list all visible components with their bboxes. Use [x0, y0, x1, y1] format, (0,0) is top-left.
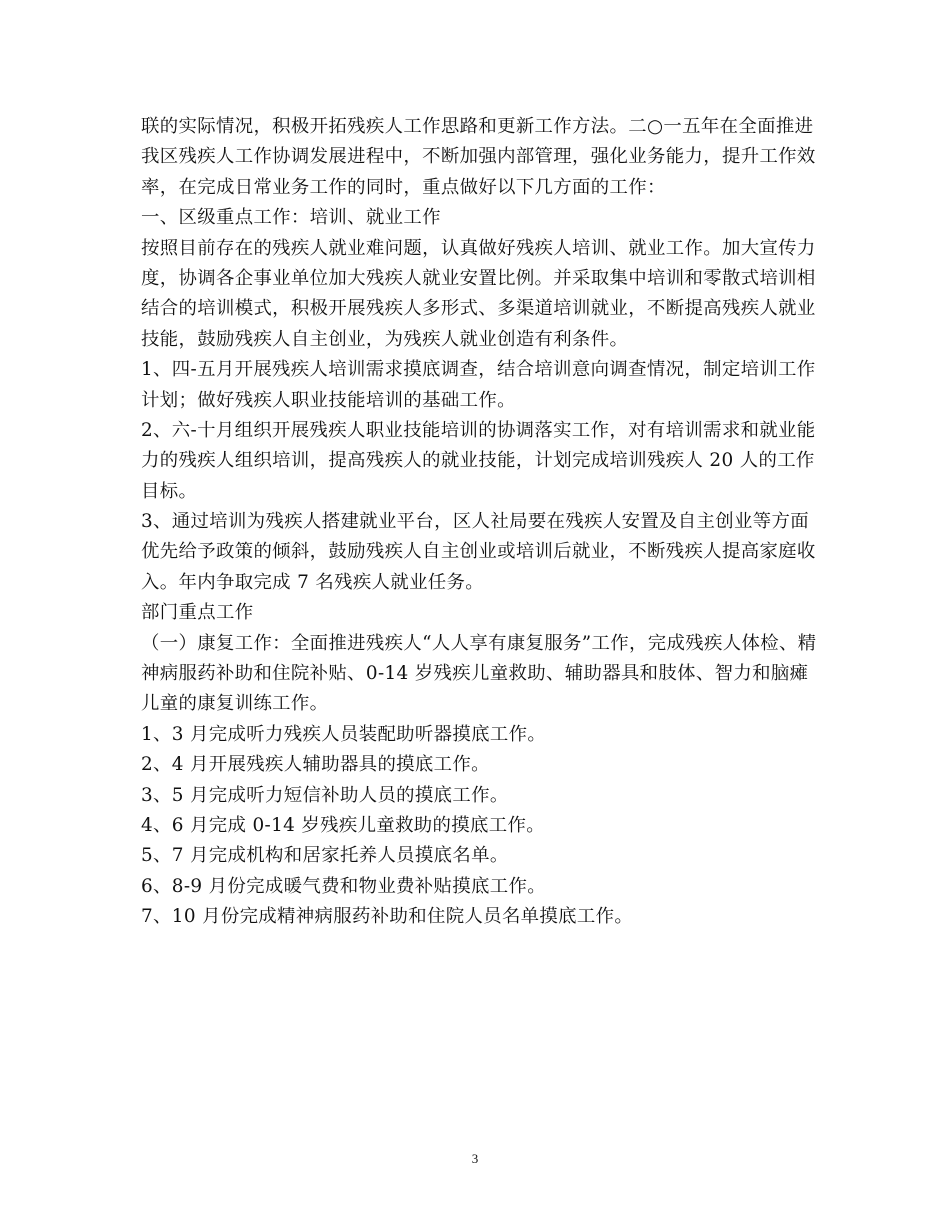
text-line: 率，在完成日常业务工作的同时，重点做好以下几方面的工作： [141, 176, 666, 198]
section-heading: 部门重点工作 [141, 602, 254, 624]
text-line: 我区残疾人工作协调发展进程中，不断加强内部管理，强化业务能力，提升工作效 [141, 146, 816, 168]
text-line: 入。年内争取完成 7 名残疾人就业任务。 [141, 571, 485, 593]
text-line: 结合的培训模式，积极开展残疾人多形式、多渠道培训就业，不断提高残疾人就业 [141, 298, 816, 320]
text-line: 度，协调各企事业单位加大残疾人就业安置比例。并采取集中培训和零散式培训相 [141, 267, 816, 289]
text-line: 儿童的康复训练工作。 [141, 693, 329, 715]
text-line: 计划；做好残疾人职业技能培训的基础工作。 [141, 389, 516, 411]
list-item: 3、5 月完成听力短信补助人员的摸底工作。 [141, 784, 509, 806]
section-heading: 一、区级重点工作：培训、就业工作 [141, 207, 441, 229]
list-item: 4、6 月完成 0-14 岁残疾儿童救助的摸底工作。 [141, 814, 545, 836]
document-body [141, 112, 816, 933]
text-line: 2、六-十月组织开展残疾人职业技能培训的协调落实工作，对有培训需求和就业能 [141, 419, 816, 441]
text-line: 优先给予政策的倾斜，鼓励残疾人自主创业或培训后就业，不断残疾人提高家庭收 [141, 541, 816, 563]
text-line: 3、通过培训为残疾人搭建就业平台，区人社局要在残疾人安置及自主创业等方面 [141, 511, 809, 533]
list-item: 6、8-9 月份完成暖气费和物业费补贴摸底工作。 [141, 875, 546, 897]
text-line: 按照目前存在的残疾人就业难问题，认真做好残疾人培训、就业工作。加大宣传力 [141, 237, 816, 259]
list-item: 5、7 月完成机构和居家托养人员摸底名单。 [141, 845, 509, 867]
text-line: 技能，鼓励残疾人自主创业，为残疾人就业创造有利条件。 [141, 328, 629, 350]
text-line: 神病服药补助和住院补贴、0-14 岁残疾儿童救助、辅助器具和肢体、智力和脑瘫 [141, 663, 809, 685]
list-item: 7、10 月份完成精神病服药补助和住院人员名单摸底工作。 [141, 906, 634, 928]
text-line: 1、四-五月开展残疾人培训需求摸底调查，结合培训意向调查情况，制定培训工作 [141, 359, 816, 381]
text-line: （一）康复工作：全面推进残疾人“人人享有康复服务”工作，完成残疾人体检、精 [141, 632, 817, 654]
text-line: 目标。 [141, 480, 198, 502]
page-number: 3 [471, 1151, 479, 1166]
list-item: 2、4 月开展残疾人辅助器具的摸底工作。 [141, 754, 490, 776]
list-item: 1、3 月完成听力残疾人员装配助听器摸底工作。 [141, 723, 547, 745]
text-line: 联的实际情况，积极开拓残疾人工作思路和更新工作方法。二○一五年在全面推进 [141, 116, 814, 137]
text-line: 力的残疾人组织培训，提高残疾人的就业技能，计划完成培训残疾人 20 人的工作 [141, 450, 815, 472]
